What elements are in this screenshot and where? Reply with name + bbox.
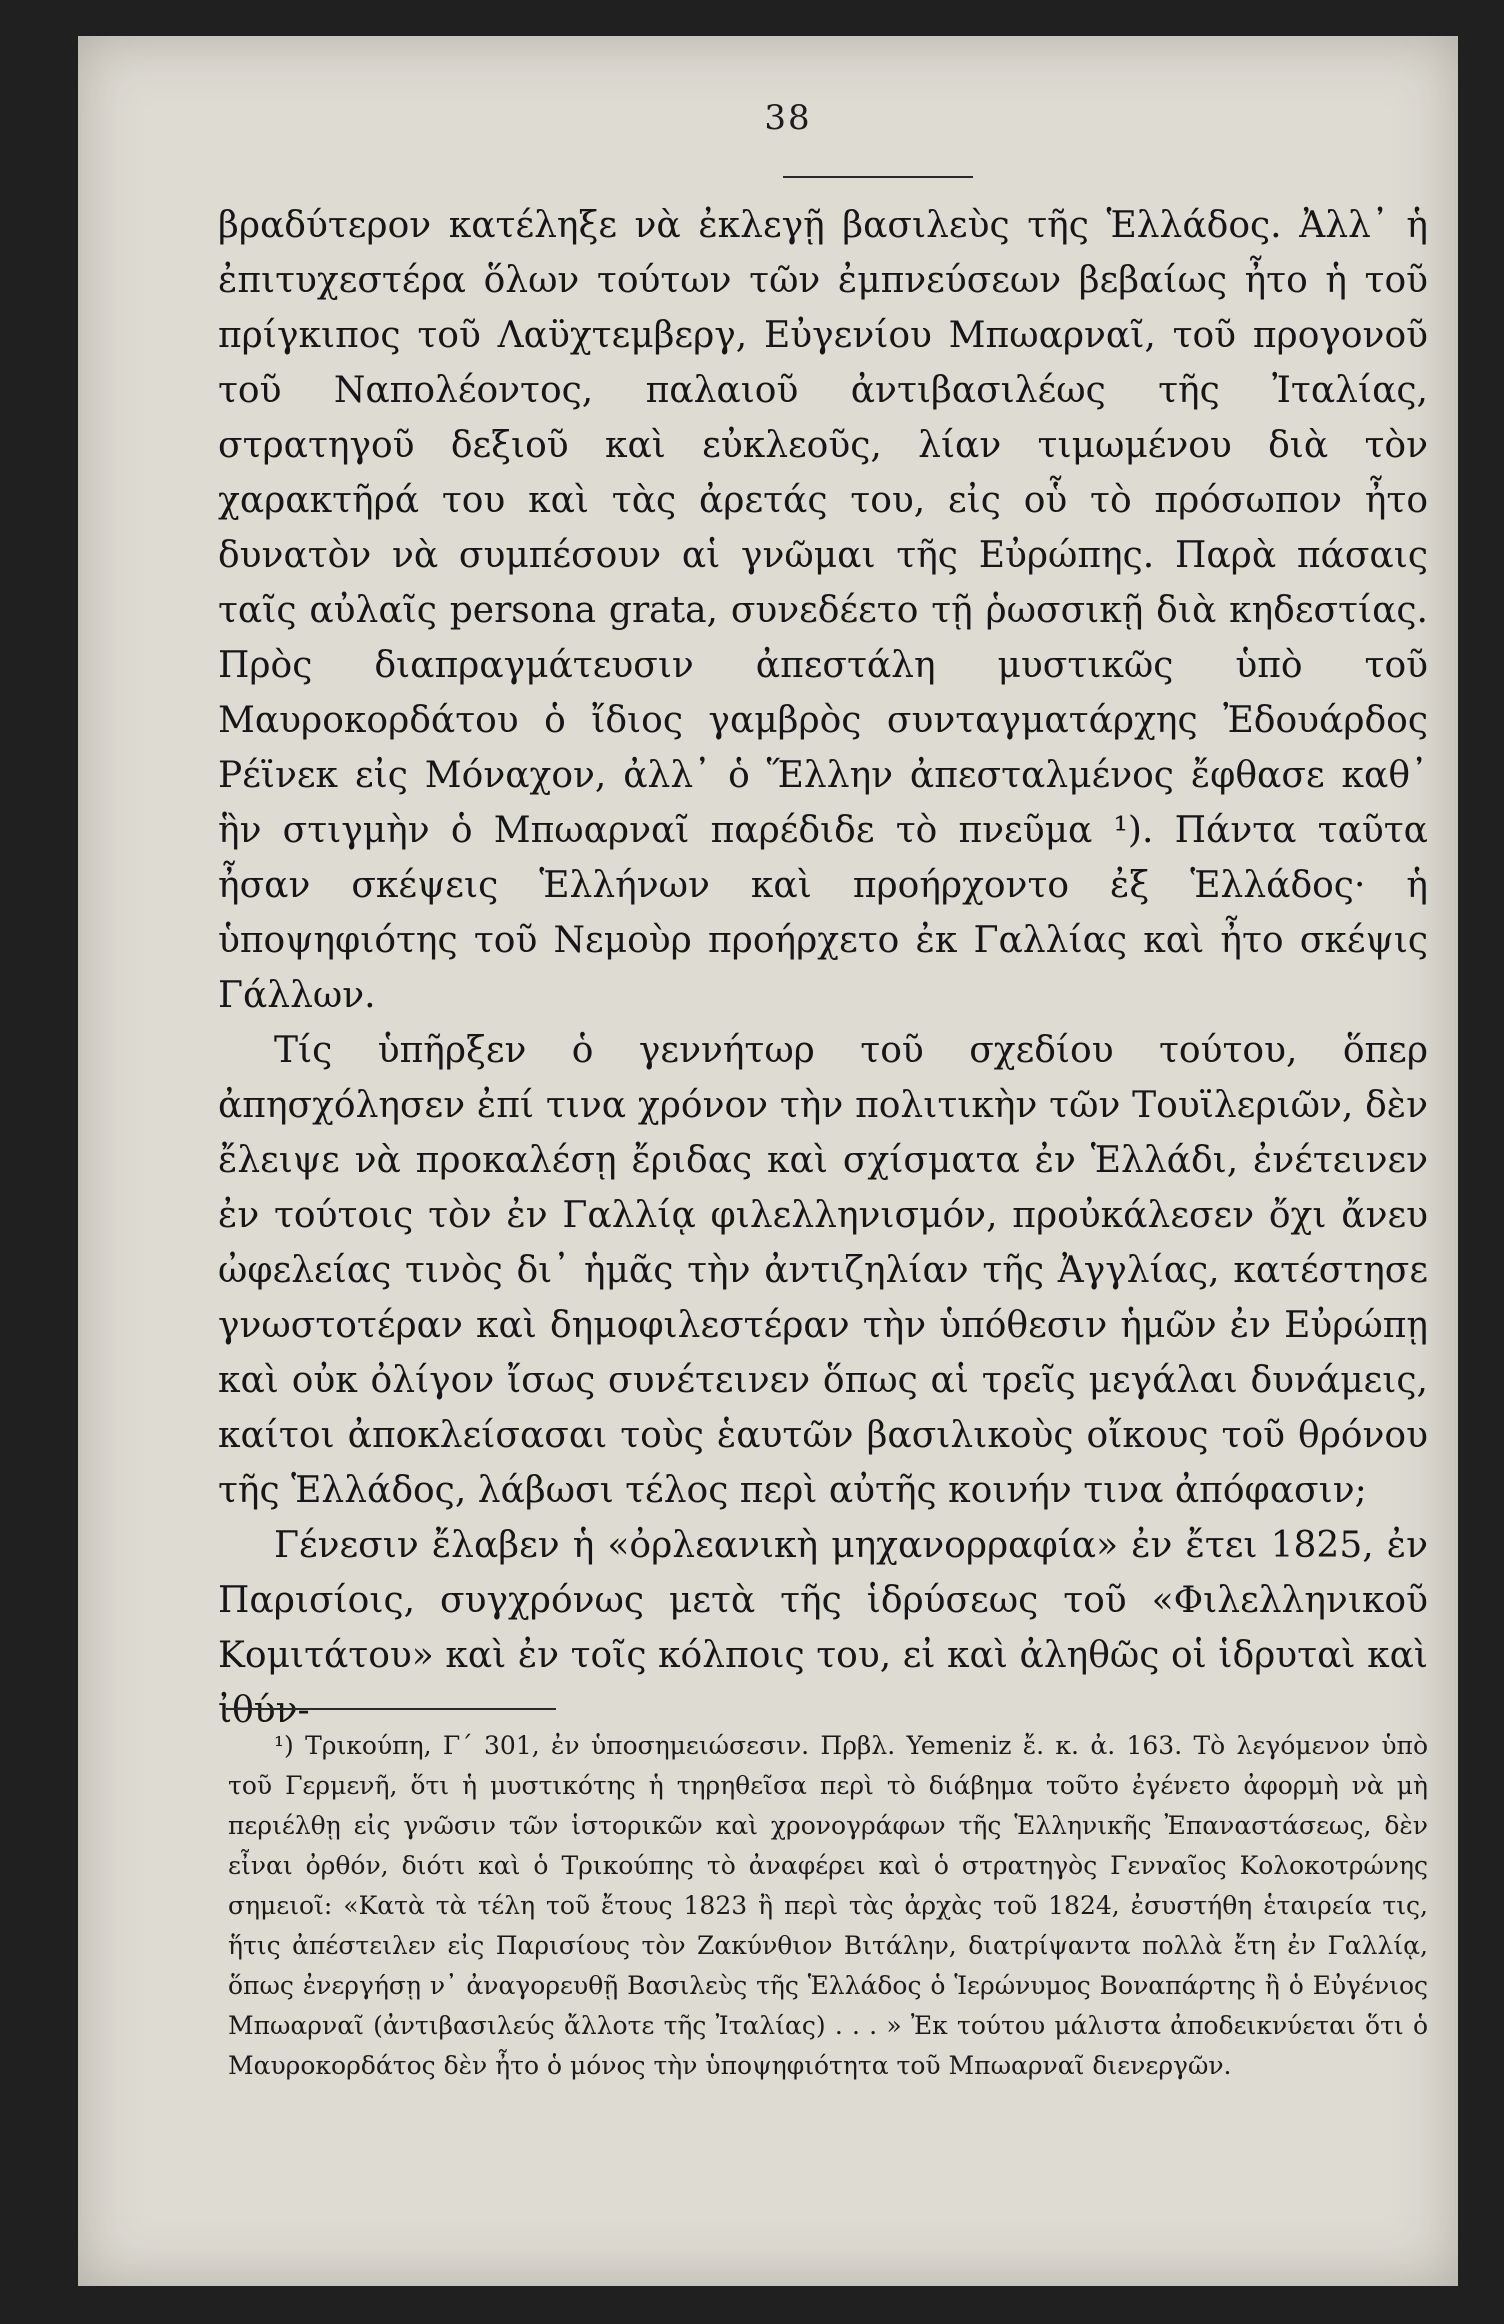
paragraph: βραδύτερον κατέληξε νὰ ἐκλεγῇ βασιλεὺς τῆς Ἑλλάδος. Ἀλλ᾽ ἡ ἐπιτυχεστέρα ὅλων τούτων τῶν ἐμπνεύσεων βεβαίως ἦτο ἡ τοῦ πρίγκιπος τοῦ Λαϋχτεμβεργ, Εὐγενίου Μπωαρναῖ, τοῦ προγονοῦ τοῦ Ναπολέοντος, παλαιοῦ ἀντιβασιλέως τῆς Ἰταλίας, στρατηγοῦ δεξιοῦ καὶ εὐκλεοῦς, λίαν τιμωμένου διὰ τὸν χαρακτῆρά του καὶ τὰς ἀρετάς του, εἰς οὗ τὸ πρόσωπον ἦτο δυνατὸν νὰ συμπέσουν αἱ γνῶμαι τῆς Εὐρώπης. Παρὰ πάσαις ταῖς αὐλαῖς persona grata, συνεδέετο τῇ ῥωσσικῇ διὰ κηδεστίας. Πρὸς διαπραγμάτευσιν ἀπεστάλη μυστικῶς ὑπὸ τοῦ Μαυροκορδάτου ὁ ἴδιος γαμβρὸς συνταγματάρχης Ἐδουάρδος Ρέϊνεκ εἰς Μόναχον, ἀλλ᾽ ὁ Ἕλλην ἀπεσταλμένος ἔφθασε καθ᾽ ἣν στιγμὴν ὁ Μπωαρναῖ παρέδιδε τὸ πνεῦμα ¹). Πάντα ταῦτα ἦσαν σκέψεις Ἑλλήνων καὶ προήρχοντο ἐξ Ἑλλάδος· ἡ ὑποψηφιότης τοῦ Νεμοὺρ προήρχετο ἐκ Γαλλίας καὶ ἦτο σκέψις Γάλλων. [218, 205, 1428, 1016]
paragraph: Γένεσιν ἔλαβεν ἡ «ὀρλεανικὴ μηχανορραφία» ἐν ἔτει 1825, ἐν Παρισίοις, συγχρόνως μετὰ τῆς ἱδρύσεως τοῦ «Φιλελληνικοῦ Κομιτάτου» καὶ ἐν τοῖς κόλποις του, εἰ καὶ ἀληθῶς οἱ ἱδρυταὶ καὶ ἰθύν- [218, 1525, 1428, 1731]
header-rule [783, 176, 973, 178]
main-text [218, 198, 1428, 1738]
book-page [78, 36, 1458, 2286]
footnote-rule [226, 1708, 556, 1710]
footnote: ¹) Τρικούπη, Γ´ 301, ἐν ὑποσημειώσεσιν. Πρβλ. Yemeniz ἔ. κ. ἀ. 163. Τὸ λεγόμενον ὑπὸ τοῦ Γερμενῆ, ὅτι ἡ μυστικότης ἡ τηρηθεῖσα περὶ τὸ διάβημα τοῦτο ἐγένετο ἀφορμὴ νὰ μὴ περιέλθῃ εἰς γνῶσιν τῶν ἱστορικῶν καὶ χρονογράφων τῆς Ἑλληνικῆς Ἐπαναστάσεως, δὲν εἶναι ὀρθόν, διότι καὶ ὁ Τρικούπης τὸ ἀναφέρει καὶ ὁ στρατηγὸς Γενναῖος Κολοκοτρώνης σημειοῖ: «Κατὰ τὰ τέλη τοῦ ἔτους 1823 ἢ περὶ τὰς ἀρχὰς τοῦ 1824, ἐσυστήθη ἑταιρεία τις, ἥτις ἀπέστειλεν εἰς Παρισίους τὸν Ζακύνθιον Βιτάλην, διατρίψαντα πολλὰ ἔτη ἐν Γαλλίᾳ, ὅπως ἐνεργήσῃ ν᾽ ἀναγορευθῇ Βασιλεὺς τῆς Ἑλλάδος ὁ Ἱερώνυμος Βοναπάρτης ἢ ὁ Εὐγένιος Μπωαρναῖ (ἀντιβασιλεύς ἄλλοτε τῆς Ἰταλίας) . . . » Ἐκ τούτου μάλιστα ἀποδεικνύεται ὅτι ὁ Μαυροκορδάτος δὲν ἦτο ὁ μόνος τὴν ὑποψηφιότητα τοῦ Μπωαρναῖ διενεργῶν. [228, 1731, 1428, 2080]
page-header [78, 98, 1458, 138]
footnotes [228, 1726, 1428, 2086]
page-number: 38 [764, 98, 812, 138]
paragraph: Τίς ὑπῆρξεν ὁ γεννήτωρ τοῦ σχεδίου τούτου, ὅπερ ἀπησχόλησεν ἐπί τινα χρόνον τὴν πολιτικὴν τῶν Τουϊλεριῶν, δὲν ἔλειψε νὰ προκαλέσῃ ἔριδας καὶ σχίσματα ἐν Ἑλλάδι, ἐνέτεινεν ἐν τούτοις τὸν ἐν Γαλλίᾳ φιλελληνισμόν, προὐκάλεσεν ὄχι ἄνευ ὠφελείας τινὸς δι᾽ ἡμᾶς τὴν ἀντιζηλίαν τῆς Ἀγγλίας, κατέστησε γνωστοτέραν καὶ δημοφιλεστέραν τὴν ὑπόθεσιν ἡμῶν ἐν Εὐρώπῃ καὶ οὐκ ὀλίγον ἴσως συνέτεινεν ὅπως αἱ τρεῖς μεγάλαι δυνάμεις, καίτοι ἀποκλείσασαι τοὺς ἑαυτῶν βασιλικοὺς οἴκους τοῦ θρόνου τῆς Ἑλλάδος, λάβωσι τέλος περὶ αὐτῆς κοινήν τινα ἀπόφασιν; [218, 1030, 1428, 1511]
